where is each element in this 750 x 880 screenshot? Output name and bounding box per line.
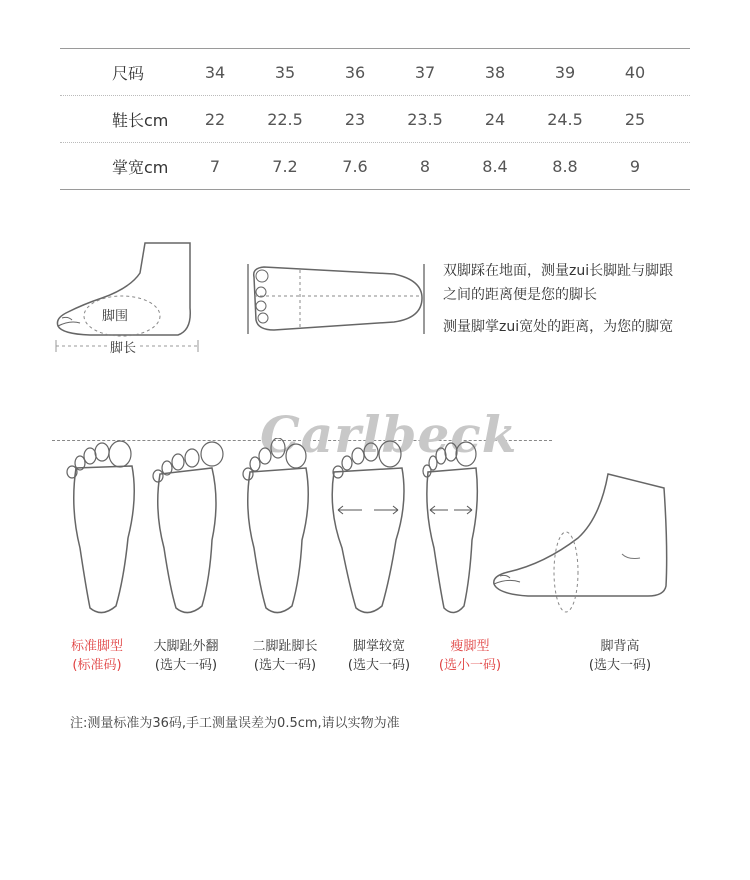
table-cell: 25 [624, 109, 646, 129]
brand-watermark: Carlbeck [260, 405, 518, 464]
foot-type-label [575, 637, 665, 675]
size-table [60, 48, 690, 190]
row-label: 尺码 [112, 63, 145, 83]
foot-type-label [240, 637, 330, 675]
length-label: 脚长 [108, 337, 138, 356]
measurement-footnote: 注:测量标准为36码,手工测量误差为0.5cm,请以实物为准 [70, 716, 400, 731]
row-label: 掌宽cm [112, 157, 169, 177]
table-row [60, 96, 690, 142]
foot-type-name: 标准脚型 [70, 639, 123, 654]
size-advice: (选大一码) [588, 658, 652, 673]
foot-type-name: 脚背高 [600, 639, 640, 654]
table-cell: 8.4 [482, 156, 508, 176]
foot-type-name: 瘦脚型 [450, 639, 490, 654]
standard-foot-icon [62, 438, 144, 618]
table-cell: 37 [414, 62, 436, 82]
side-foot-figure [50, 238, 210, 363]
instruction-line: 测量脚掌zui宽处的距离，为您的脚宽 [443, 319, 674, 335]
table-cell: 39 [554, 62, 576, 82]
wide-foot-icon [328, 438, 410, 618]
instruction-line: 双脚踩在地面，测量zui长脚趾与脚跟 [443, 263, 674, 279]
table-row [60, 49, 690, 95]
table-cell: 7.6 [342, 156, 368, 176]
table-cell: 23.5 [407, 109, 443, 129]
row-label: 鞋长cm [112, 110, 169, 130]
table-cell: 36 [344, 62, 366, 82]
foot-type-name: 脚掌较宽 [352, 639, 405, 654]
table-cell: 7.2 [272, 156, 298, 176]
foot-type-label [141, 637, 231, 675]
table-bottom-rule [60, 189, 690, 190]
table-cell: 24.5 [547, 109, 583, 129]
foot-type-label [425, 637, 515, 675]
table-cell: 34 [204, 62, 226, 82]
table-cell: 38 [484, 62, 506, 82]
table-cell: 40 [624, 62, 646, 82]
table-cell: 22.5 [267, 109, 303, 129]
long-second-toe-foot-icon [238, 438, 320, 618]
foot-type-label [57, 637, 137, 675]
girth-label: 脚围 [102, 309, 129, 324]
table-cell: 35 [274, 62, 296, 82]
foot-type-name: 大脚趾外翻 [153, 639, 219, 654]
table-cell: 23 [344, 109, 366, 129]
size-advice: (选大一码) [347, 658, 411, 673]
size-advice: (标准码) [72, 658, 122, 673]
slim-foot-icon [414, 438, 496, 618]
high-instep-foot-icon [488, 468, 678, 623]
size-advice: (选大一码) [154, 658, 218, 673]
table-cell: 9 [629, 156, 641, 176]
size-advice: (选小一码) [438, 658, 502, 673]
foot-top-measure-icon [244, 262, 434, 337]
foot-type-label [334, 637, 424, 675]
table-row [60, 143, 690, 189]
instruction-line: 之间的距离便是您的脚长 [443, 287, 597, 303]
bunion-foot-icon [148, 438, 230, 618]
table-cell: 22 [204, 109, 226, 129]
foot-type-name: 二脚趾脚长 [252, 639, 318, 654]
top-foot-figure [244, 262, 434, 337]
table-cell: 8 [419, 156, 431, 176]
size-advice: (选大一码) [253, 658, 317, 673]
table-cell: 8.8 [552, 156, 578, 176]
table-cell: 24 [484, 109, 506, 129]
table-cell: 7 [209, 156, 221, 176]
